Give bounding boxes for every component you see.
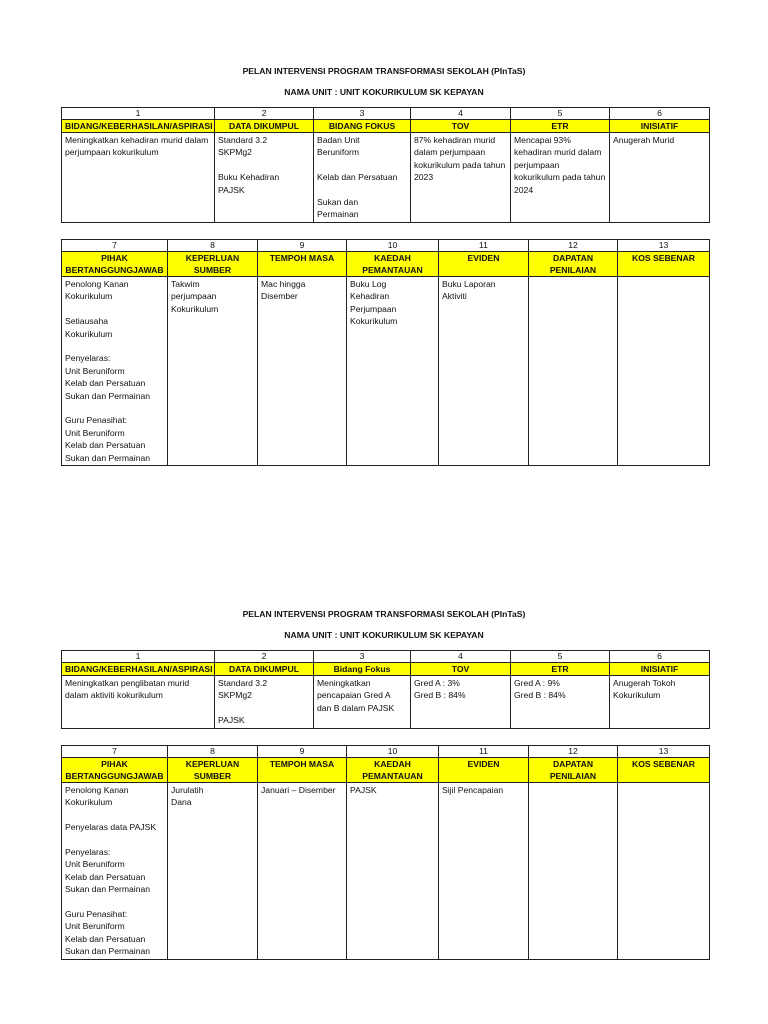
cell-kos: [618, 783, 710, 960]
col-number: 4: [411, 108, 511, 120]
col-number: 9: [258, 746, 347, 758]
form2-title: PELAN INTERVENSI PROGRAM TRANSFORMASI SEKOLAH (PInTaS): [242, 609, 526, 619]
header-kos: KOS SEBENAR: [618, 758, 710, 783]
col-number: 13: [618, 746, 710, 758]
header-pihak: PIHAK BERTANGGUNGJAWAB: [62, 252, 168, 277]
cell-bidang-fokus: Meningkatkan pencapaian Gred A dan B dalam PAJSK: [314, 676, 411, 729]
header-etr: ETR: [511, 120, 610, 133]
header-inisiatif: INISIATIF: [610, 663, 710, 676]
header-bidang: BIDANG/KEBERHASILAN/ASPIRASI: [62, 120, 215, 133]
cell-kos: [618, 277, 710, 466]
col-number: 5: [511, 108, 610, 120]
col-number: 3: [314, 108, 411, 120]
header-etr: ETR: [511, 663, 610, 676]
cell-bidang-fokus: Badan Unit Beruniform Kelab dan Persatuan Sukan dan Permainan: [314, 133, 411, 223]
col-number: 10: [347, 746, 439, 758]
cell-tempoh: Mac hingga Disember: [258, 277, 347, 466]
form2-table-part1: [61, 650, 710, 729]
form1-table-part2: [61, 239, 710, 466]
col-number: 4: [411, 651, 511, 663]
col-number: 8: [168, 746, 258, 758]
cell-etr: Gred A : 9% Gred B : 84%: [511, 676, 610, 729]
header-inisiatif: INISIATIF: [610, 120, 710, 133]
header-dapatan: DAPATAN PENILAIAN: [529, 252, 618, 277]
cell-bidang: Meningkatkan kehadiran murid dalam perjumpaan kokurikulum: [62, 133, 215, 223]
cell-eviden: Buku Laporan Aktiviti: [439, 277, 529, 466]
header-bidang: BIDANG/KEBERHASILAN/ASPIRASI: [62, 663, 215, 676]
col-number: 2: [215, 108, 314, 120]
col-number: 11: [439, 746, 529, 758]
cell-dapatan: [529, 277, 618, 466]
cell-data-dikumpul: Standard 3.2 SKPMg2 Buku Kehadiran PAJSK: [215, 133, 314, 223]
form1-table-part1: [61, 107, 710, 223]
cell-kaedah: PAJSK: [347, 783, 439, 960]
col-number: 3: [314, 651, 411, 663]
header-kaedah: KAEDAH PEMANTAUAN: [347, 758, 439, 783]
col-number: 13: [618, 240, 710, 252]
header-bidang-fokus: BIDANG FOKUS: [314, 120, 411, 133]
col-number: 2: [215, 651, 314, 663]
cell-tov: Gred A : 3% Gred B : 84%: [411, 676, 511, 729]
header-eviden: EVIDEN: [439, 758, 529, 783]
header-keperluan: KEPERLUAN SUMBER: [168, 252, 258, 277]
cell-eviden: Sijil Pencapaian: [439, 783, 529, 960]
col-number: 8: [168, 240, 258, 252]
col-number: 10: [347, 240, 439, 252]
header-eviden: EVIDEN: [439, 252, 529, 277]
header-pihak: PIHAK BERTANGGUNGJAWAB: [62, 758, 168, 783]
cell-keperluan: Jurulatih Dana: [168, 783, 258, 960]
cell-pihak: Penolong Kanan Kokurikulum Setiausaha Kokurikulum Penyelaras: Unit Beruniform Kelab dan Persatuan Sukan dan Permainan Guru Penasihat: Unit Beruniform Kelab dan Persatuan Sukan dan Permainan: [62, 277, 168, 466]
cell-kaedah: Buku Log Kehadiran Perjumpaan Kokurikulum: [347, 277, 439, 466]
col-number: 5: [511, 651, 610, 663]
col-number: 11: [439, 240, 529, 252]
col-number: 12: [529, 240, 618, 252]
col-number: 6: [610, 651, 710, 663]
col-number: 1: [62, 651, 215, 663]
header-tempoh: TEMPOH MASA: [258, 758, 347, 783]
cell-pihak: Penolong Kanan Kokurikulum Penyelaras data PAJSK Penyelaras: Unit Beruniform Kelab dan Persatuan Sukan dan Permainan Guru Penasihat: Unit Beruniform Kelab dan Persatuan Sukan dan Permainan: [62, 783, 168, 960]
header-bidang-fokus: Bidang Fokus: [314, 663, 411, 676]
header-kaedah: KAEDAH PEMANTAUAN: [347, 252, 439, 277]
cell-inisiatif: Anugerah Murid: [610, 133, 710, 223]
header-kos: KOS SEBENAR: [618, 252, 710, 277]
header-tov: TOV: [411, 663, 511, 676]
col-number: 7: [62, 746, 168, 758]
col-number: 7: [62, 240, 168, 252]
form1-title: PELAN INTERVENSI PROGRAM TRANSFORMASI SEKOLAH (PInTaS): [242, 66, 526, 76]
cell-data-dikumpul: Standard 3.2 SKPMg2 PAJSK: [215, 676, 314, 729]
col-number: 12: [529, 746, 618, 758]
cell-inisiatif: Anugerah Tokoh Kokurikulum: [610, 676, 710, 729]
header-tempoh: TEMPOH MASA: [258, 252, 347, 277]
cell-tov: 87% kehadiran murid dalam perjumpaan kokurikulum pada tahun 2023: [411, 133, 511, 223]
cell-keperluan: Takwim perjumpaan Kokurikulum: [168, 277, 258, 466]
header-tov: TOV: [411, 120, 511, 133]
form2-table-part2: [61, 745, 710, 960]
cell-dapatan: [529, 783, 618, 960]
header-data-dikumpul: DATA DIKUMPUL: [215, 663, 314, 676]
cell-tempoh: Januari – Disember: [258, 783, 347, 960]
col-number: 9: [258, 240, 347, 252]
header-data-dikumpul: DATA DIKUMPUL: [215, 120, 314, 133]
col-number: 1: [62, 108, 215, 120]
form2-unit-name: NAMA UNIT : UNIT KOKURIKULUM SK KEPAYAN: [284, 630, 484, 640]
form1-unit-name: NAMA UNIT : UNIT KOKURIKULUM SK KEPAYAN: [284, 87, 484, 97]
header-dapatan: DAPATAN PENILAIAN: [529, 758, 618, 783]
cell-bidang: Meningkatkan penglibatan murid dalam aktiviti kokurikulum: [62, 676, 215, 729]
header-keperluan: KEPERLUAN SUMBER: [168, 758, 258, 783]
cell-etr: Mencapai 93% kehadiran murid dalam perjumpaan kokurikulum pada tahun 2024: [511, 133, 610, 223]
col-number: 6: [610, 108, 710, 120]
